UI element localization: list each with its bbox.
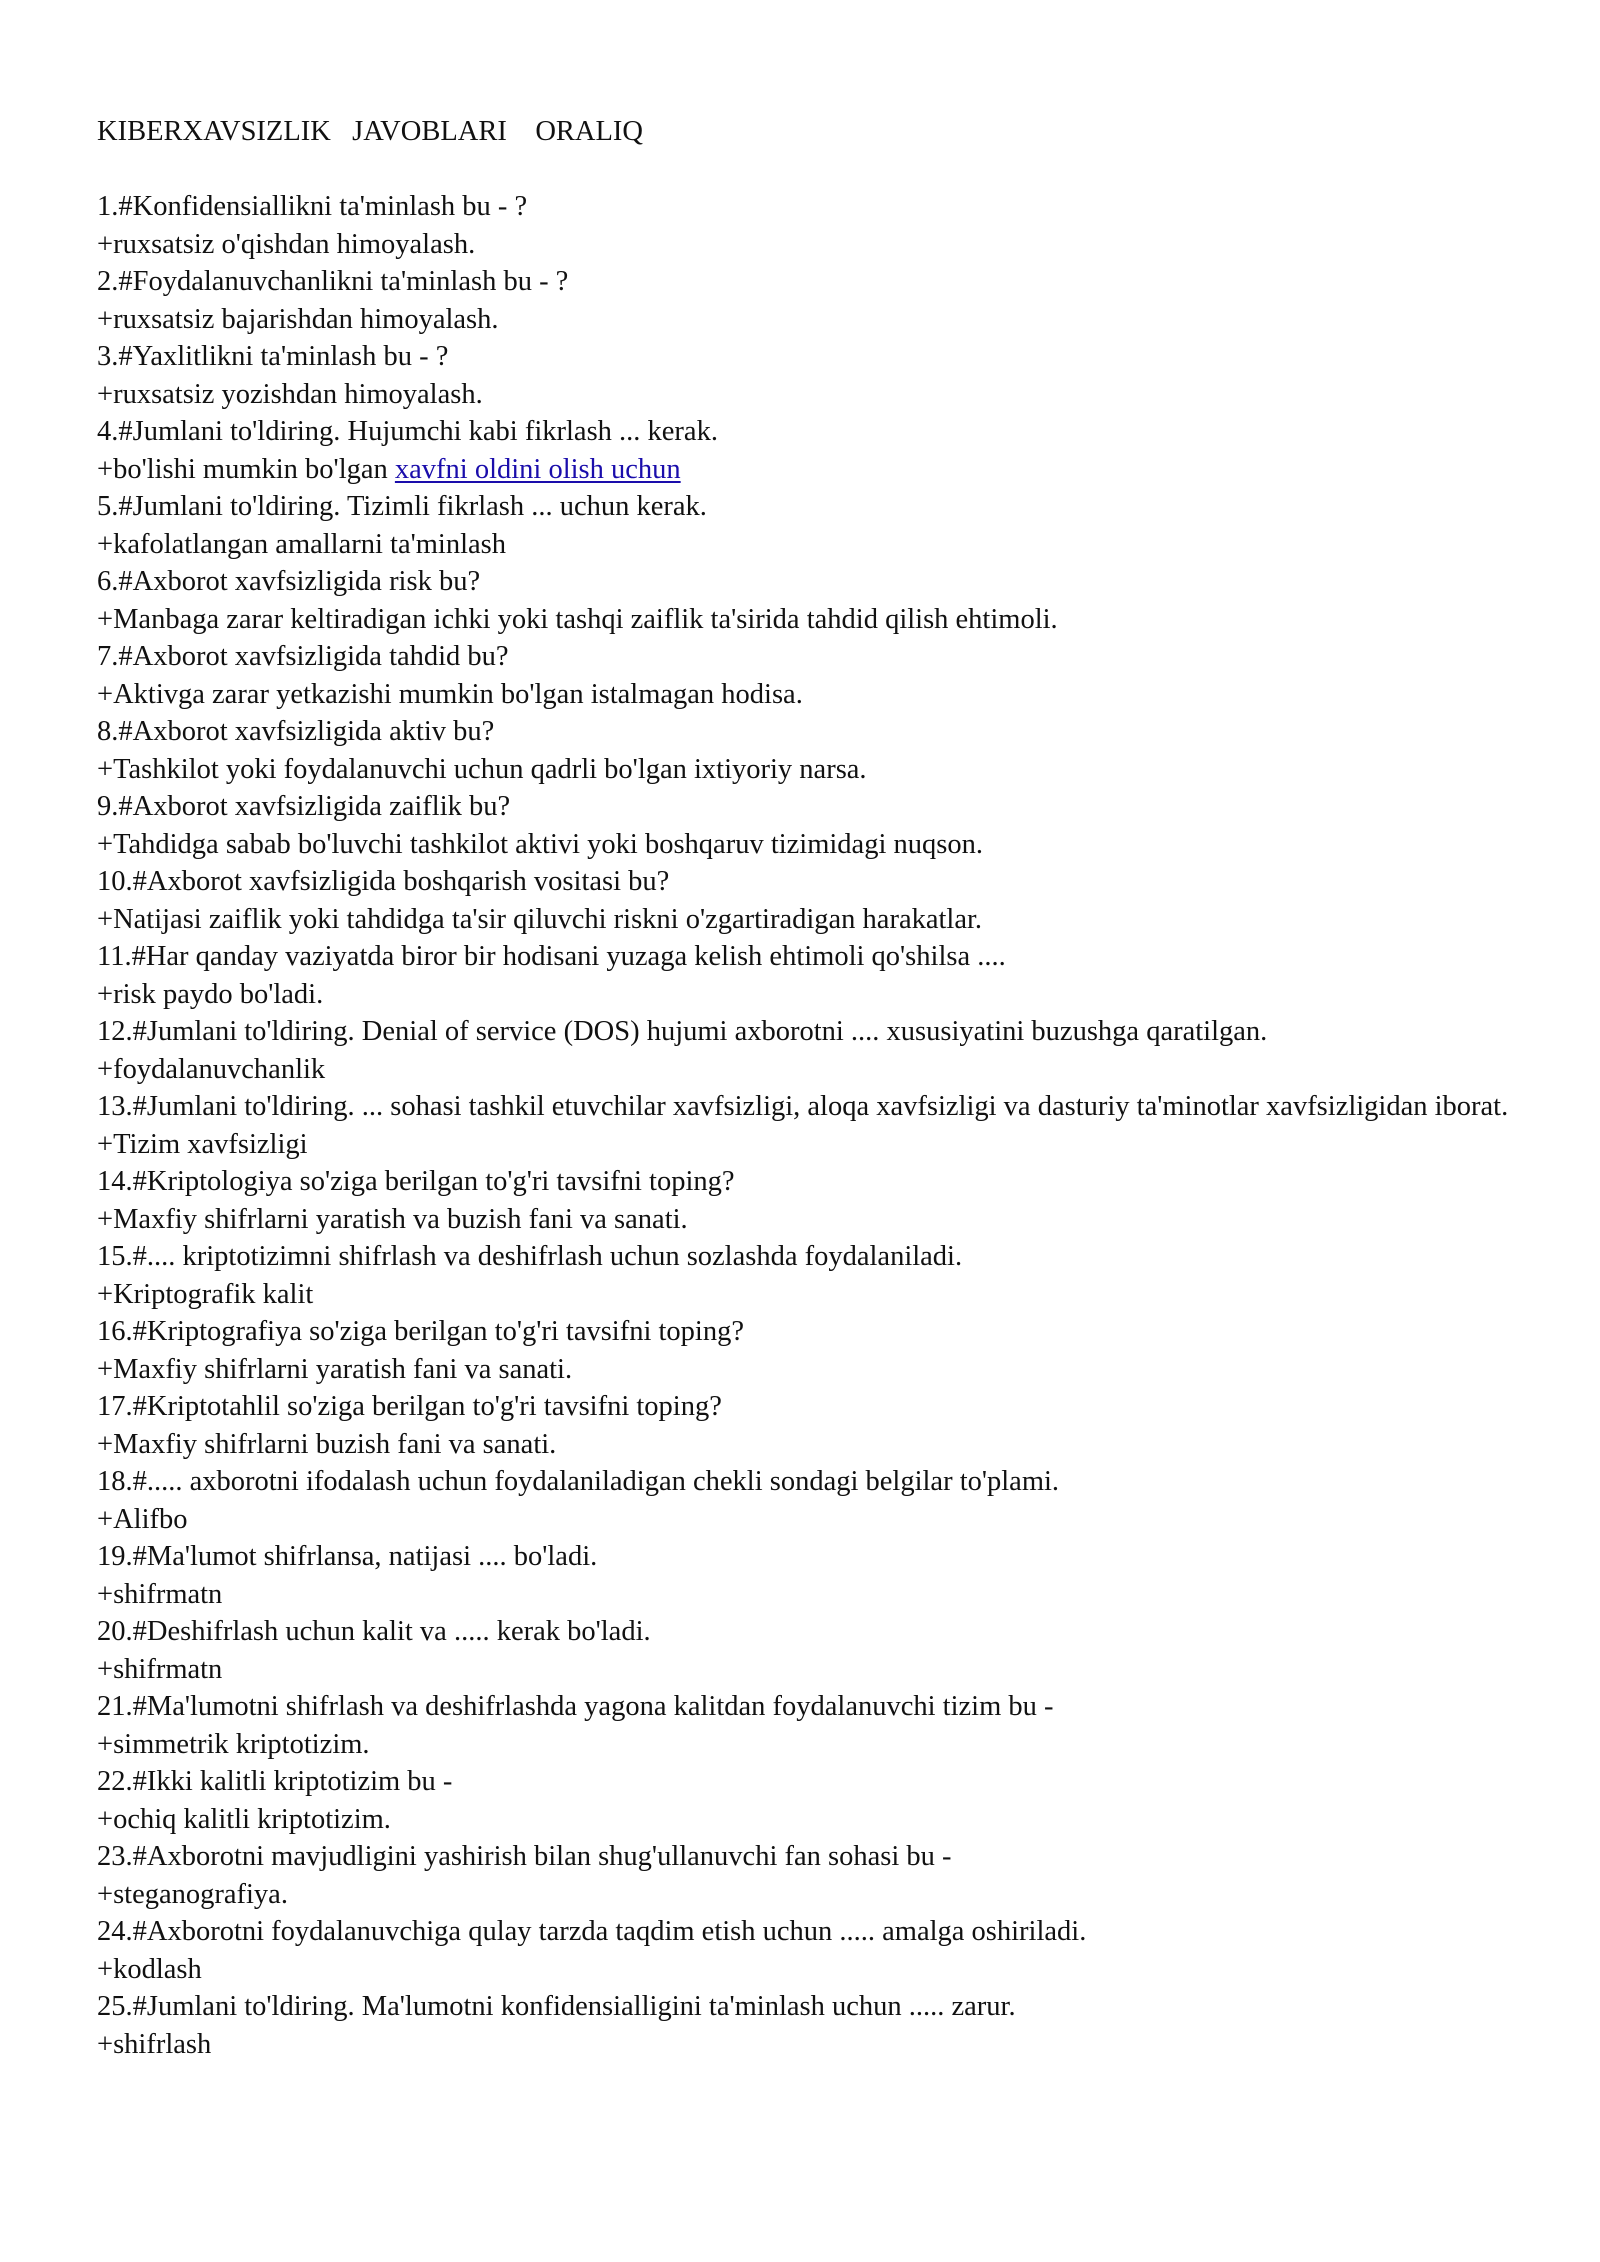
blank-line	[97, 151, 1517, 189]
question-text: 16.#Kriptografiya so'ziga berilgan to'g'ri tavsifni toping?	[97, 1316, 744, 1347]
answer-text: +ruxsatsiz yozishdan himoyalash.	[97, 378, 483, 410]
question-text: 2.#Foydalanuvchanlikni ta'minlash bu - ?	[97, 266, 569, 297]
answer-text: +Tizim xavfsizligi	[97, 1128, 308, 1160]
question-text: 13.#Jumlani to'ldiring. ... sohasi tashkil etuvchilar xavfsizligi, aloqa xavfsizligi va dasturiy ta'minotlar xavfsizligidan iborat.	[97, 1091, 1509, 1122]
answer-text-prefix: +bo'lishi mumkin bo'lgan	[97, 453, 395, 485]
answer-text: +simmetrik kriptotizim.	[97, 1728, 370, 1760]
question-text: 10.#Axborot xavfsizligida boshqarish vositasi bu?	[97, 866, 670, 897]
answer-text: +Maxfiy shifrlarni yaratish va buzish fani va sanati.	[97, 1203, 688, 1235]
answer-text: +foydalanuvchanlik	[97, 1053, 326, 1085]
answer-text: +risk paydo bo'ladi.	[97, 978, 324, 1010]
question-text: 7.#Axborot xavfsizligida tahdid bu?	[97, 641, 509, 672]
answer-text: +Maxfiy shifrlarni buzish fani va sanati.	[97, 1428, 557, 1460]
answer-text: +Tahdidga sabab bo'luvchi tashkilot aktivi yoki boshqaruv tizimidagi nuqson.	[97, 828, 983, 860]
question-text: 17.#Kriptotahlil so'ziga berilgan to'g'ri tavsifni toping?	[97, 1391, 722, 1422]
question-text: 5.#Jumlani to'ldiring. Tizimli fikrlash ... uchun kerak.	[97, 491, 707, 522]
answer-hyperlink[interactable]: xavfni oldini olish uchun	[394, 453, 681, 485]
question-text: 9.#Axborot xavfsizligida zaiflik bu?	[97, 791, 511, 822]
answer-text: +ruxsatsiz bajarishdan himoyalash.	[97, 303, 499, 335]
answer-text: +ruxsatsiz o'qishdan himoyalash.	[97, 228, 476, 260]
answer-text	[97, 451, 1517, 489]
question-text: 19.#Ma'lumot shifrlansa, natijasi .... bo'ladi.	[97, 1541, 598, 1572]
qa-list	[97, 188, 1517, 2063]
answer-text: +Alifbo	[97, 1503, 188, 1535]
document-page	[97, 113, 1517, 2063]
question-text: 24.#Axborotni foydalanuvchiga qulay tarzda taqdim etish uchun ..... amalga oshiriladi.	[97, 1916, 1087, 1947]
question-text: 4.#Jumlani to'ldiring. Hujumchi kabi fikrlash ... kerak.	[97, 416, 718, 447]
question-text: 18.#..... axborotni ifodalash uchun foydalaniladigan chekli sondagi belgilar to'plami.	[97, 1466, 1060, 1497]
answer-text: +kafolatlangan amallarni ta'minlash	[97, 528, 506, 560]
answer-text: +shifrmatn	[97, 1653, 223, 1685]
answer-text: +ochiq kalitli kriptotizim.	[97, 1803, 391, 1835]
question-text: 25.#Jumlani to'ldiring. Ma'lumotni konfidensialligini ta'minlash uchun ..... zarur.	[97, 1991, 1016, 2022]
question-text: 12.#Jumlani to'ldiring. Denial of service (DOS) hujumi axborotni .... xususiyatini buzushga qaratilgan.	[97, 1016, 1268, 1047]
question-text: 8.#Axborot xavfsizligida aktiv bu?	[97, 716, 495, 747]
question-text: 11.#Har qanday vaziyatda biror bir hodisani yuzaga kelish ehtimoli qo'shilsa ....	[97, 941, 1006, 972]
question-text: 23.#Axborotni mavjudligini yashirish bilan shug'ullanuvchi fan sohasi bu -	[97, 1841, 952, 1872]
question-text: 15.#.... kriptotizimni shifrlash va deshifrlash uchun sozlashda foydalaniladi.	[97, 1241, 963, 1272]
answer-text: +Aktivga zarar yetkazishi mumkin bo'lgan istalmagan hodisa.	[97, 678, 803, 710]
question-text: 6.#Axborot xavfsizligida risk bu?	[97, 566, 481, 597]
question-text: 3.#Yaxlitlikni ta'minlash bu - ?	[97, 341, 449, 372]
question-text: 1.#Konfidensiallikni ta'minlash bu - ?	[97, 191, 528, 222]
answer-text: +shifrmatn	[97, 1578, 223, 1610]
answer-text: +Natijasi zaiflik yoki tahdidga ta'sir qiluvchi riskni o'zgartiradigan harakatlar.	[97, 903, 983, 935]
answer-text: +kodlash	[97, 1953, 202, 1985]
question-text: 21.#Ma'lumotni shifrlash va deshifrlashda yagona kalitdan foydalanuvchi tizim bu -	[97, 1691, 1054, 1722]
answer-text: +steganografiya.	[97, 1878, 288, 1910]
question-text: 14.#Kriptologiya so'ziga berilgan to'g'ri tavsifni toping?	[97, 1166, 735, 1197]
answer-text: +shifrlash	[97, 2028, 212, 2060]
question-text: 20.#Deshifrlash uchun kalit va ..... kerak bo'ladi.	[97, 1616, 651, 1647]
answer-text: +Manbaga zarar keltiradigan ichki yoki tashqi zaiflik ta'sirida tahdid qilish ehtimoli.	[97, 603, 1058, 635]
answer-text: +Kriptografik kalit	[97, 1278, 314, 1310]
answer-text: +Tashkilot yoki foydalanuvchi uchun qadrli bo'lgan ixtiyoriy narsa.	[97, 753, 867, 785]
question-text: 22.#Ikki kalitli kriptotizim bu -	[97, 1766, 453, 1797]
document-title: KIBERXAVSIZLIK JAVOBLARI ORALIQ	[97, 116, 643, 147]
answer-text: +Maxfiy shifrlarni yaratish fani va sanati.	[97, 1353, 573, 1385]
